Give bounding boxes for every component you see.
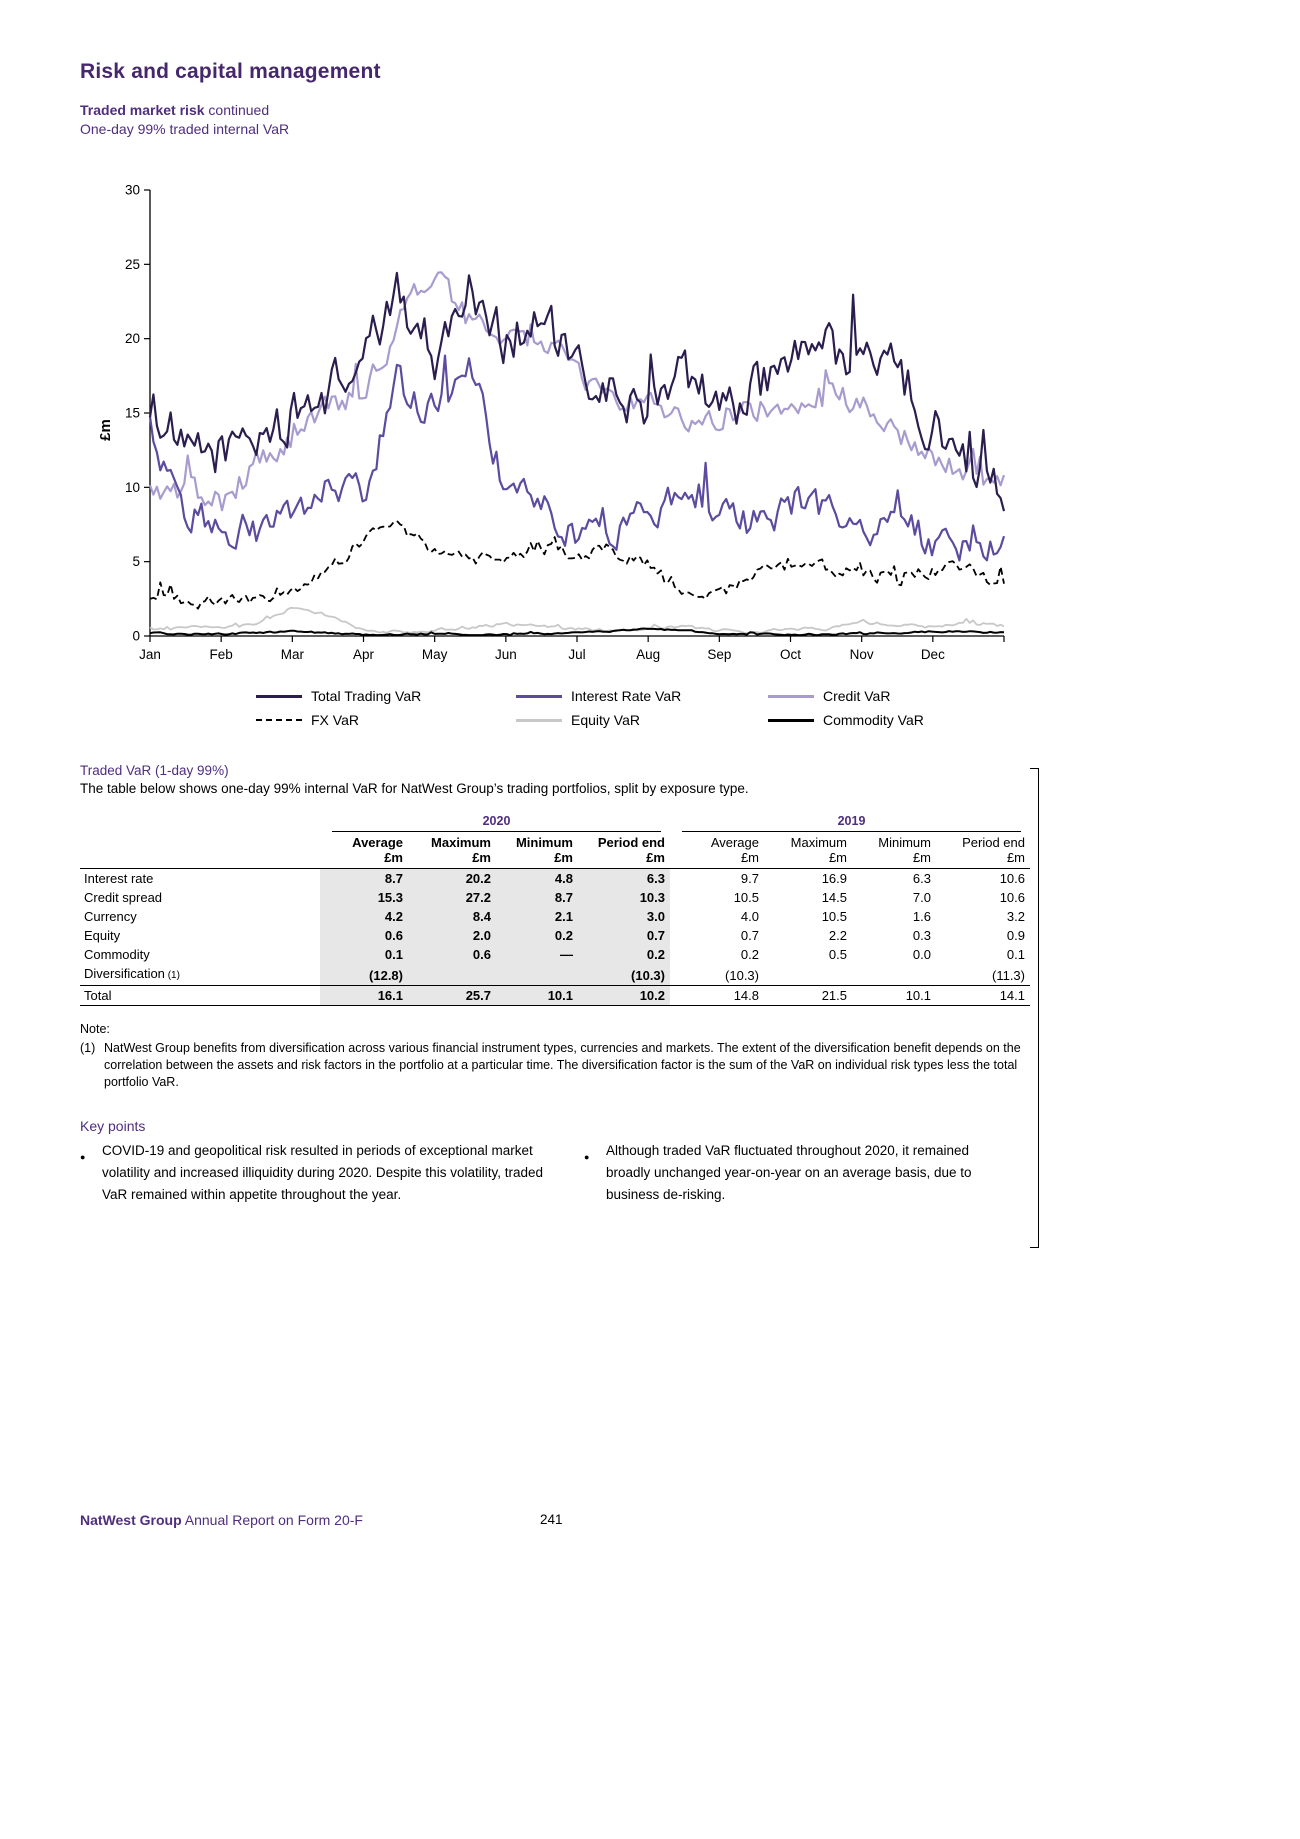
- y-tick-label: 10: [124, 479, 140, 495]
- legend-label: Interest Rate VaR: [571, 688, 682, 704]
- year-label-2019: 2019: [682, 813, 1021, 832]
- legend-label: FX VaR: [311, 712, 359, 728]
- key-point-item: [584, 1140, 1008, 1206]
- y-tick-label: 5: [132, 554, 140, 570]
- legend-line-swatch: [768, 695, 814, 698]
- legend-label: Equity VaR: [571, 712, 640, 728]
- series-line-total-trading-var: [150, 273, 1004, 511]
- column-header-row: [80, 835, 1030, 869]
- value-cell: 0.1: [1006, 947, 1025, 962]
- value-cell: 0.5: [828, 947, 847, 962]
- year-group-2020: [320, 812, 670, 835]
- value-cell: 10.1: [852, 986, 936, 1006]
- x-tick-label: Feb: [209, 647, 233, 662]
- value-cell: 1.6: [912, 909, 931, 924]
- value-cell: 0.7: [740, 928, 759, 943]
- value-cell: [496, 964, 578, 986]
- table-row: [80, 945, 1030, 964]
- x-tick-label: Jan: [139, 647, 161, 662]
- section-subtitle: [80, 102, 269, 118]
- y-tick-label: 30: [124, 182, 140, 198]
- var-line-chart: [94, 168, 1034, 673]
- value-cell: [852, 964, 936, 986]
- table-row: [80, 888, 1030, 907]
- value-cell: 10.5: [821, 909, 847, 924]
- value-cell: 21.5: [764, 986, 852, 1006]
- row-label: Credit spread: [84, 890, 163, 905]
- key-point-text: Although traded VaR fluctuated throughout 2020, it remained broadly unchanged year-on-year on an average basis, due to business de-risking.: [606, 1143, 972, 1202]
- value-cell: 16.1: [320, 986, 408, 1006]
- note-ref: (1): [164, 970, 180, 981]
- column-header: Period end £m: [936, 835, 1030, 869]
- value-cell: 3.2: [1006, 909, 1025, 924]
- footer-brand: NatWest Group: [80, 1512, 182, 1528]
- value-cell: 0.1: [320, 945, 408, 964]
- footnote-text: NatWest Group benefits from diversification across various financial instrument types, currencies and markets. The extent of the diversification benefit depends on the correlation between the assets and risk factors in the portfolio at a particular time. The diversification factor is the sum of the VaR on individual risk types less the total portfolio VaR.: [104, 1041, 1021, 1089]
- legend-line-swatch: [256, 695, 302, 698]
- x-tick-label: Jun: [494, 647, 517, 662]
- column-header: Maximum £m: [764, 835, 852, 869]
- legend-item-credit-var: [768, 688, 1018, 704]
- value-cell: 0.2: [496, 926, 578, 945]
- legend-item-total-trading-var: [256, 688, 516, 704]
- empty-cell: [80, 812, 320, 835]
- table-row: [80, 907, 1030, 926]
- row-label: Equity: [84, 928, 121, 943]
- value-cell: (12.8): [320, 964, 408, 986]
- value-cell: 7.0: [912, 890, 931, 905]
- value-cell: 20.2: [408, 869, 496, 889]
- value-cell: 0.2: [578, 945, 670, 964]
- value-cell: 4.0: [740, 909, 759, 924]
- key-points-heading: Key points: [80, 1118, 146, 1134]
- value-cell: 10.3: [578, 888, 670, 907]
- y-tick-label: 25: [124, 256, 140, 272]
- value-cell: 10.1: [496, 986, 578, 1006]
- column-header: Minimum £m: [852, 835, 936, 869]
- table-row: [80, 869, 1030, 889]
- x-tick-label: Sep: [707, 647, 732, 662]
- value-cell: 8.4: [408, 907, 496, 926]
- value-cell: 4.8: [496, 869, 578, 889]
- legend-item-commodity-var: [768, 712, 1018, 728]
- column-header: Period end £m: [578, 835, 670, 869]
- legend-item-fx-var: [256, 712, 516, 728]
- subtitle-continued: continued: [204, 102, 270, 118]
- key-point-text: COVID-19 and geopolitical risk resulted in periods of exceptional market volatility and increased illiquidity during 2020. Despite this volatility, traded VaR remained within appetite throughout the year.: [102, 1143, 543, 1202]
- row-label: Total: [80, 986, 320, 1006]
- value-cell: 2.1: [496, 907, 578, 926]
- x-tick-label: Nov: [849, 647, 874, 662]
- table-row: [80, 986, 1030, 1006]
- legend-label: Commodity VaR: [823, 712, 924, 728]
- column-header: Minimum £m: [496, 835, 578, 869]
- legend-label: Credit VaR: [823, 688, 891, 704]
- note-heading: Note:: [80, 1022, 110, 1036]
- row-label: Currency: [84, 909, 137, 924]
- value-cell: 25.7: [408, 986, 496, 1006]
- value-cell: 15.3: [320, 888, 408, 907]
- value-cell: 16.9: [821, 871, 847, 886]
- column-header: Average £m: [320, 835, 408, 869]
- bullet-icon: ●: [80, 1152, 86, 1162]
- legend-label: Total Trading VaR: [311, 688, 422, 704]
- value-cell: 10.5: [733, 890, 759, 905]
- table-row: [80, 964, 1030, 986]
- row-label: Commodity: [84, 947, 150, 962]
- footer-brand-line: [80, 1512, 363, 1528]
- y-axis-title: £m: [97, 419, 114, 441]
- value-cell: 10.2: [578, 986, 670, 1006]
- series-line-credit-var: [150, 272, 1004, 510]
- value-cell: 10.6: [999, 890, 1025, 905]
- value-cell: 0.2: [740, 947, 759, 962]
- y-tick-label: 0: [132, 628, 140, 644]
- empty-cell: [80, 835, 320, 869]
- bullet-icon: ●: [584, 1152, 590, 1162]
- margin-bracket: [1030, 768, 1039, 1248]
- value-cell: 0.7: [578, 926, 670, 945]
- year-label-2020: 2020: [332, 813, 661, 832]
- value-cell: 6.3: [578, 869, 670, 889]
- value-cell: 8.7: [496, 888, 578, 907]
- value-cell: 14.1: [936, 986, 1030, 1006]
- value-cell: (11.3): [992, 968, 1025, 983]
- value-cell: 2.2: [828, 928, 847, 943]
- value-cell: 3.0: [578, 907, 670, 926]
- value-cell: 4.2: [320, 907, 408, 926]
- legend-line-swatch: [516, 695, 562, 698]
- value-cell: 27.2: [408, 888, 496, 907]
- row-label: Interest rate: [84, 871, 154, 886]
- key-points-list: [80, 1140, 1030, 1206]
- legend-line-swatch: [256, 719, 302, 721]
- table-title: Traded VaR (1-day 99%): [80, 763, 229, 778]
- value-cell: 9.7: [740, 871, 759, 886]
- column-header: Average £m: [670, 835, 764, 869]
- value-cell: (10.3): [578, 964, 670, 986]
- value-cell: 2.0: [408, 926, 496, 945]
- page-title: Risk and capital management: [80, 60, 381, 83]
- value-cell: 6.3: [912, 871, 931, 886]
- traded-var-table: [80, 812, 1030, 1006]
- value-cell: [764, 964, 852, 986]
- value-cell: 0.6: [408, 945, 496, 964]
- value-cell: 0.6: [320, 926, 408, 945]
- value-cell: 8.7: [320, 869, 408, 889]
- chart-caption: One-day 99% traded internal VaR: [80, 121, 290, 137]
- y-tick-label: 15: [124, 405, 140, 421]
- x-tick-label: Mar: [280, 647, 304, 662]
- legend-line-swatch: [768, 719, 814, 722]
- x-tick-label: Aug: [636, 647, 661, 662]
- legend-item-equity-var: [516, 712, 768, 728]
- value-cell: 10.6: [999, 871, 1025, 886]
- x-tick-label: Oct: [779, 647, 802, 662]
- value-cell: —: [496, 945, 578, 964]
- table-row: [80, 926, 1030, 945]
- footer-report-name: Annual Report on Form 20-F: [181, 1512, 363, 1528]
- value-cell: (10.3): [725, 968, 759, 983]
- chart-legend: [256, 688, 1018, 728]
- value-cell: [408, 964, 496, 986]
- year-group-2019: [670, 812, 1030, 835]
- legend-line-swatch: [516, 719, 562, 722]
- value-cell: 0.3: [912, 928, 931, 943]
- key-point-item: [80, 1140, 544, 1206]
- value-cell: 0.9: [1006, 928, 1025, 943]
- x-tick-label: May: [421, 647, 448, 662]
- value-cell: 14.5: [821, 890, 847, 905]
- value-cell: 14.8: [670, 986, 764, 1006]
- row-label: Diversification (1): [84, 966, 180, 981]
- column-header: Maximum £m: [408, 835, 496, 869]
- value-cell: 0.0: [912, 947, 931, 962]
- x-tick-label: Jul: [568, 647, 586, 662]
- subtitle-bold: Traded market risk: [80, 102, 205, 118]
- x-tick-label: Apr: [352, 647, 375, 662]
- legend-item-interest-rate-var: [516, 688, 768, 704]
- x-tick-label: Dec: [920, 647, 945, 662]
- footnote-ref: (1): [80, 1041, 96, 1055]
- table-intro: The table below shows one-day 99% internal VaR for NatWest Group’s trading portfolios, split by exposure type.: [80, 781, 749, 796]
- page-number: 241: [540, 1512, 563, 1527]
- series-line-equity-var: [150, 608, 1004, 634]
- footnote-1: [80, 1040, 1028, 1091]
- y-tick-label: 20: [124, 331, 140, 347]
- year-group-row: [80, 812, 1030, 835]
